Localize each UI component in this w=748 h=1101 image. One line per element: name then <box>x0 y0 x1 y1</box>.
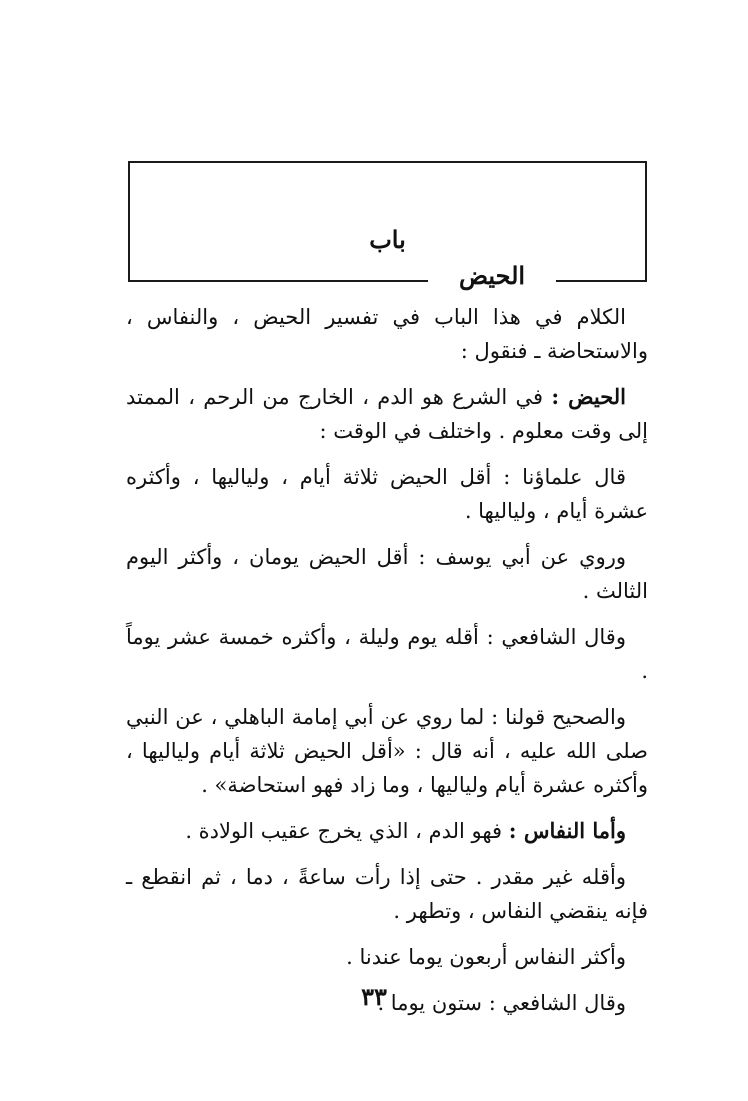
page-number: ٣٣ <box>361 982 387 1011</box>
term-heading: وأما النفاس : <box>508 818 626 843</box>
paragraph: الكلام في هذا الباب في تفسير الحيض ، والنفاس ، والاستحاضة ـ فنقول : <box>126 305 648 363</box>
chapter-title: الحيض <box>428 261 556 290</box>
paragraph: وأكثر النفاس أربعون يوما عندنا . <box>346 945 626 969</box>
paragraph: قال علماؤنا : أقل الحيض ثلاثة أيام ، ولياليها ، وأكثره عشرة أيام ، ولياليها . <box>126 465 648 523</box>
paragraph: الحيض : في الشرع هو الدم ، الخارج من الرحم ، الممتد إلى وقت معلوم . واختلف في الوقت : <box>126 384 648 443</box>
paragraph: وروي عن أبي يوسف : أقل الحيض يومان ، وأكثر اليوم الثالث . <box>126 545 648 603</box>
paragraph: وأما النفاس : فهو الدم ، الذي يخرج عقيب الولادة . <box>185 818 626 843</box>
chapter-title-frame <box>128 161 647 290</box>
term-heading: الحيض : <box>551 384 626 409</box>
paragraph: والصحيح قولنا : لما روي عن أبي إمامة الباهلي ، عن النبي صلى الله عليه ، أنه قال : «أقل الحيض ثلاثة أيام ولياليها ، وأكثره عشرة أيام ولياليها ، وما زاد فهو استحاضة» . <box>126 705 648 797</box>
paragraph: وقال الشافعي : ستون يوما . <box>377 991 626 1015</box>
chapter-label: باب <box>369 225 406 254</box>
paragraph: وقال الشافعي : أقله يوم وليلة ، وأكثره خمسة عشر يوماً . <box>126 625 648 683</box>
body-text <box>126 300 648 1032</box>
frame-bottom-rule-left <box>128 280 430 282</box>
paragraph: وأقله غير مقدر . حتى إذا رأت ساعةً ، دما ، ثم انقطع ـ فإنه ينقضي النفاس ، وتطهر . <box>126 865 648 923</box>
